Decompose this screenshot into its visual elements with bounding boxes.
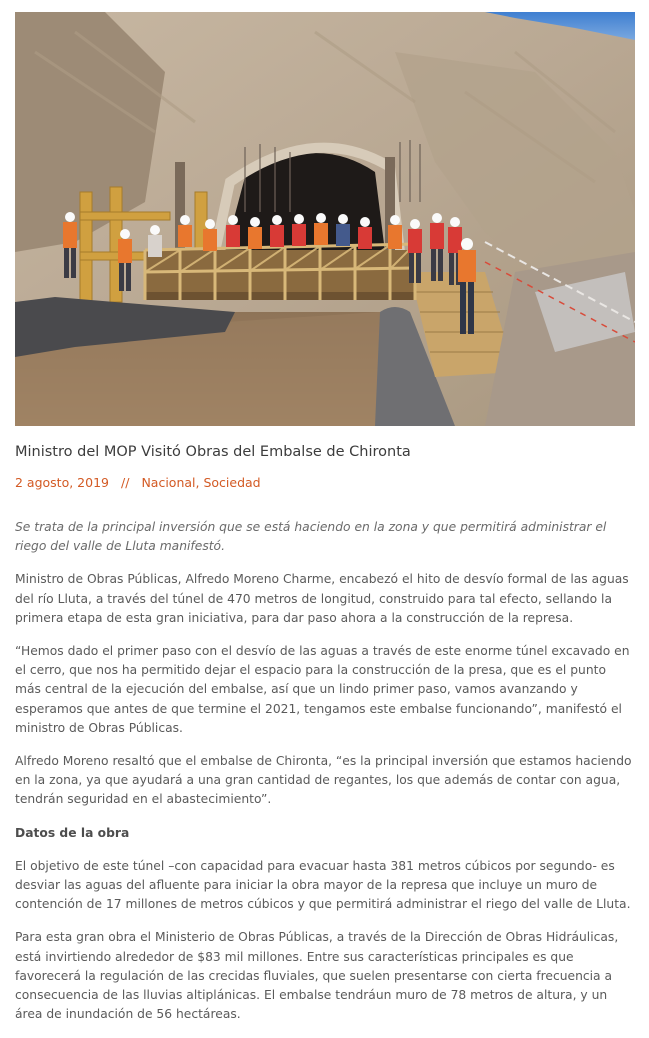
article-paragraph: “Hemos dado el primer paso con el desvío de las aguas a través de este enorme túnel excavado en el cerro, que nos ha permitido dejar el espacio para la construcción de la presa, que es el punto más central de la ejecución del embalse, así que un lindo primer paso, vamos avanzando y esperamos que antes de que termine el 2021, tengamos este embalse funcionando”, manifestó el ministro de Obras Públicas. xyxy=(15,644,630,735)
article-meta xyxy=(15,474,261,492)
category-link-sociedad[interactable]: Sociedad xyxy=(203,475,261,490)
article-paragraph: Ministro de Obras Públicas, Alfredo Moreno Charme, encabezó el hito de desvío formal de las aguas del río Lluta, a través del túnel de 470 metros de longitud, construido para tal efecto, sellando la primera etapa de esta gran iniciativa, para dar paso ahora a la construcción de la represa. xyxy=(15,572,629,625)
article-body xyxy=(15,518,635,1038)
section-subheading: Datos de la obra xyxy=(15,825,130,840)
article-lead: Se trata de la principal inversión que se está haciendo en la zona y que permitirá administrar el riego del valle de Lluta manifestó. xyxy=(15,520,607,554)
article-title[interactable]: Ministro del MOP Visitó Obras del Embalse de Chironta xyxy=(15,444,411,460)
article-paragraph: El objetivo de este túnel –con capacidad para evacuar hasta 381 metros cúbicos por segundo- es desviar las aguas del afluente para iniciar la obra mayor de la represa que incluye un muro de contención de 17 millones de metros cúbicos y que permitirá administrar el riego del valle de Lluta. xyxy=(15,858,631,912)
meta-separator: // xyxy=(121,475,130,490)
article-date[interactable]: 2 agosto, 2019 xyxy=(15,475,109,490)
article-hero-image xyxy=(15,12,635,426)
category-joiner: , xyxy=(195,475,204,490)
category-link-nacional[interactable]: Nacional xyxy=(141,475,196,490)
article-paragraph: Para esta gran obra el Ministerio de Obras Públicas, a través de la Dirección de Obras Hidráulicas, está invirtiendo alrededor de $83 mil millones. Entre sus características principales es que favorecerá la regulación de las crecidas fluviales, que suelen presentarse con cierta frecuencia a consecuencia de las lluvias altiplánicas. El embalse tendráun muro de 78 metros de altura, y un área de inundación de 56 hectáreas. xyxy=(15,930,619,1022)
article-paragraph: Alfredo Moreno resaltó que el embalse de Chironta, “es la principal inversión que estamos haciendo en la zona, ya que ayudará a una gran cantidad de regantes, los que además de contar con agua, tendrán seguridad en el abastecimiento”. xyxy=(15,754,632,807)
